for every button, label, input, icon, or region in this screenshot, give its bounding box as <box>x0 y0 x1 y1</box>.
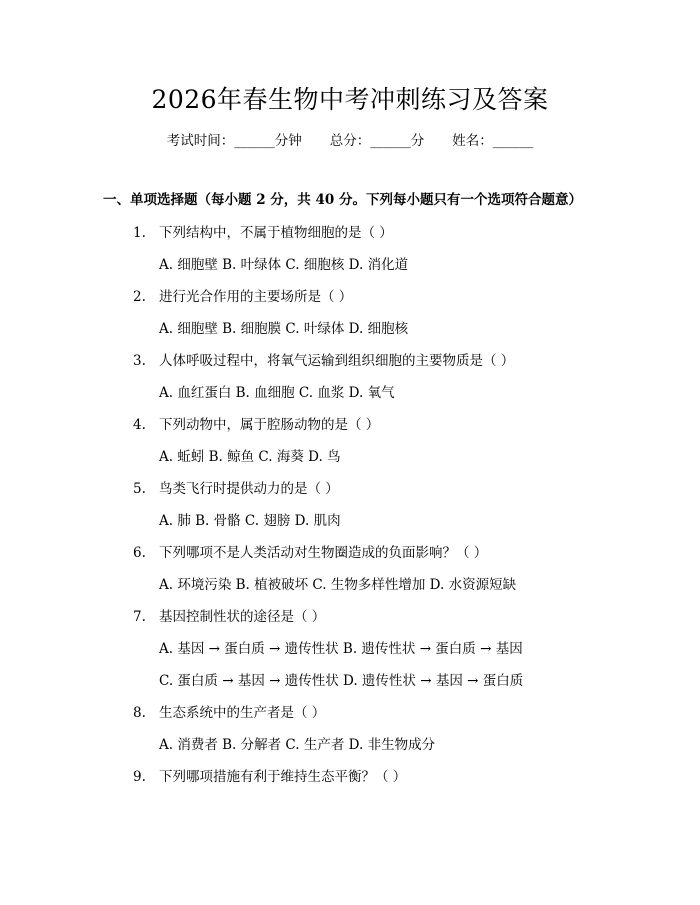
section-heading: 一、单项选择题（每小题 2 分，共 40 分。下列每小题只有一个选项符合题意） <box>103 192 582 208</box>
question-2-options: A. 细胞壁 B. 细胞膜 C. 叶绿体 D. 细胞核 <box>159 321 409 337</box>
exam-meta <box>0 129 700 153</box>
question-number: 7. <box>133 609 146 625</box>
question-text: 下列哪项措施有利于维持生态平衡？（ ） <box>159 769 407 785</box>
question-2 <box>133 285 673 309</box>
question-8-options: A. 消费者 B. 分解者 C. 生产者 D. 非生物成分 <box>159 737 436 753</box>
question-7-options-line-1: A. 基因 → 蛋白质 → 遗传性状 B. 遗传性状 → 蛋白质 → 基因 <box>159 641 523 657</box>
question-4 <box>133 413 673 437</box>
question-8 <box>133 701 673 725</box>
question-text: 人体呼吸过程中，将氧气运输到组织细胞的主要物质是（ ） <box>159 353 515 369</box>
question-text: 下列结构中，不属于植物细胞的是（ ） <box>159 225 393 241</box>
question-6 <box>133 541 673 565</box>
student-name-field: 姓名：______ <box>452 133 534 149</box>
question-3 <box>133 349 673 373</box>
question-5 <box>133 477 673 501</box>
question-text: 生态系统中的生产者是（ ） <box>159 705 326 721</box>
question-9 <box>133 765 673 789</box>
question-number: 9. <box>133 769 146 785</box>
question-1-options: A. 细胞壁 B. 叶绿体 C. 细胞核 D. 消化道 <box>159 257 409 273</box>
question-number: 4. <box>133 417 146 433</box>
question-number: 6. <box>133 545 146 561</box>
question-5-options: A. 肺 B. 骨骼 C. 翅膀 D. 肌肉 <box>159 513 341 529</box>
question-6-options: A. 环境污染 B. 植被破坏 C. 生物多样性增加 D. 水资源短缺 <box>159 577 517 593</box>
question-text: 进行光合作用的主要场所是（ ） <box>159 289 353 305</box>
question-number: 3. <box>133 353 146 369</box>
question-text: 下列动物中，属于腔肠动物的是（ ） <box>159 417 380 433</box>
question-4-options: A. 蚯蚓 B. 鲸鱼 C. 海葵 D. 鸟 <box>159 449 341 465</box>
question-number: 8. <box>133 705 146 721</box>
total-score-field: 总分：______分 <box>329 133 425 149</box>
exam-time-field: 考试时间：______分钟 <box>166 133 302 149</box>
question-7-options-line-2: C. 蛋白质 → 基因 → 遗传性状 D. 遗传性状 → 基因 → 蛋白质 <box>159 673 524 689</box>
question-number: 1. <box>133 225 146 241</box>
question-number: 2. <box>133 289 146 305</box>
question-text: 基因控制性状的途径是（ ） <box>159 609 326 625</box>
question-number: 5. <box>133 481 146 497</box>
question-3-options: A. 血红蛋白 B. 血细胞 C. 血浆 D. 氧气 <box>159 385 395 401</box>
question-text: 鸟类飞行时提供动力的是（ ） <box>159 481 339 497</box>
question-7 <box>133 605 673 629</box>
question-text: 下列哪项不是人类活动对生物圈造成的负面影响？（ ） <box>159 545 488 561</box>
page-title: 2026年春生物中考冲刺练习及答案 <box>151 85 549 114</box>
question-1 <box>133 221 673 245</box>
